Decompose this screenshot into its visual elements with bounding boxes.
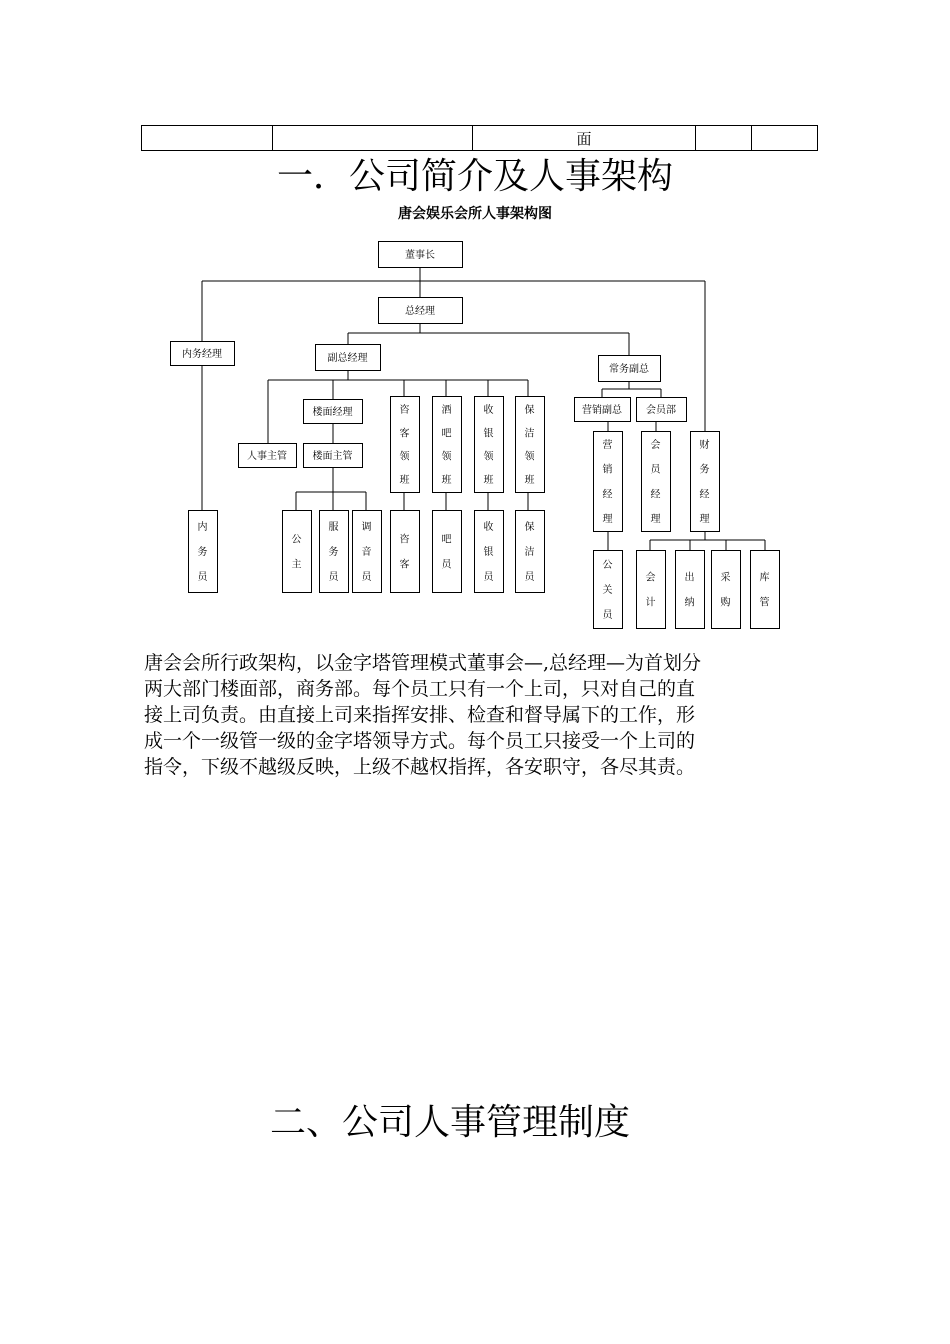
org-node-chairman — [379, 242, 463, 268]
org-node-bartender — [433, 511, 462, 593]
org-node-label: 常务副总 — [609, 364, 649, 375]
org-node-label: 咨客 — [399, 534, 410, 571]
org-node-bar-lead — [433, 397, 462, 493]
org-node-label: 总经理 — [405, 306, 435, 317]
section1-heading: 一．公司简介及人事架构 — [276, 156, 673, 197]
org-node-label: 楼面主管 — [312, 451, 353, 462]
org-node-internal-manager — [171, 342, 235, 366]
org-node-label: 出纳 — [684, 572, 695, 609]
org-node-sales-deputy — [575, 398, 631, 422]
org-node-label: 内务经理 — [182, 349, 222, 360]
org-node-accountant — [637, 551, 666, 629]
org-node-waiter — [320, 511, 349, 593]
org-node-cashier-lead — [475, 397, 504, 493]
org-chart-nodes — [171, 242, 780, 629]
org-node-label: 咨客领班 — [399, 405, 410, 486]
org-node-sales-manager — [594, 432, 623, 532]
org-node-member-manager — [642, 432, 671, 532]
paragraph-line: 接上司负责。由直接上司来指挥安排、检查和督导属下的工作，形 — [144, 704, 696, 726]
org-node-label: 营销经理 — [602, 440, 613, 525]
org-node-floor-supervisor — [304, 444, 363, 468]
org-node-cleaner — [516, 511, 545, 593]
section2-heading: 二、公司人事管理制度 — [269, 1102, 630, 1143]
org-node-label: 营销副总 — [582, 405, 622, 416]
org-node-label: 吧员 — [441, 534, 452, 571]
org-node-label: 会员经理 — [650, 440, 661, 525]
org-node-label: 会员部 — [646, 405, 676, 416]
org-node-purchasing — [712, 551, 741, 629]
org-node-teller — [676, 551, 705, 629]
org-node-internal-staff — [189, 511, 218, 593]
org-node-label: 公主 — [291, 534, 302, 571]
org-node-label: 保洁员 — [524, 522, 535, 583]
org-node-label: 收银员 — [483, 522, 494, 583]
org-node-label: 楼面经理 — [312, 407, 353, 418]
paragraph-line: 唐会会所行政架构，以金字塔管理模式董事会—,总经理—为首划分 — [144, 652, 702, 674]
org-node-warehouse — [751, 551, 780, 629]
org-node-cleaning-lead — [516, 397, 545, 493]
org-node-label: 董事长 — [405, 250, 435, 261]
org-node-label: 会计 — [645, 572, 656, 609]
paragraph-line: 两大部门楼面部，商务部。每个员工只有一个上司，只对自己的直 — [144, 678, 696, 700]
org-node-cashier — [475, 511, 504, 593]
paragraph-line: 成一个一级管一级的金字塔领导方式。每个员工只接受一个上司的 — [144, 730, 696, 752]
org-node-label: 保洁领班 — [524, 405, 535, 486]
org-node-gm — [379, 298, 463, 324]
org-node-label: 人事主管 — [247, 451, 287, 462]
org-node-label: 服务员 — [328, 522, 339, 583]
org-node-hostess — [283, 511, 312, 593]
org-node-label: 内务员 — [197, 522, 208, 583]
org-node-receptionist — [391, 511, 420, 593]
org-node-finance-manager — [691, 432, 720, 532]
org-node-label: 公关员 — [602, 560, 613, 621]
org-node-label: 库管 — [759, 572, 770, 609]
org-node-label: 调音员 — [361, 522, 372, 583]
org-node-label: 采购 — [720, 572, 731, 609]
org-node-label: 财务经理 — [699, 440, 710, 525]
org-node-exec-deputy — [599, 356, 661, 382]
org-chart-title: 唐会娱乐会所人事架构图 — [398, 206, 552, 222]
header-cell: 面 — [473, 126, 696, 151]
org-node-pr-staff — [594, 551, 623, 629]
org-node-hr-supervisor — [239, 444, 297, 468]
org-chart — [0, 0, 950, 640]
org-node-label: 酒吧领班 — [441, 405, 452, 486]
org-node-deputy-gm — [316, 345, 381, 371]
org-node-sound-tech — [353, 511, 382, 593]
org-node-reception-lead — [391, 397, 420, 493]
paragraph-line: 指令，下级不越级反映，上级不越权指挥，各安职守，各尽其责。 — [144, 756, 696, 778]
structure-description — [144, 650, 812, 780]
org-node-membership-dept — [637, 398, 687, 422]
org-node-label: 收银领班 — [483, 405, 494, 486]
org-node-floor-manager — [304, 400, 363, 424]
org-node-label: 副总经理 — [327, 353, 368, 364]
